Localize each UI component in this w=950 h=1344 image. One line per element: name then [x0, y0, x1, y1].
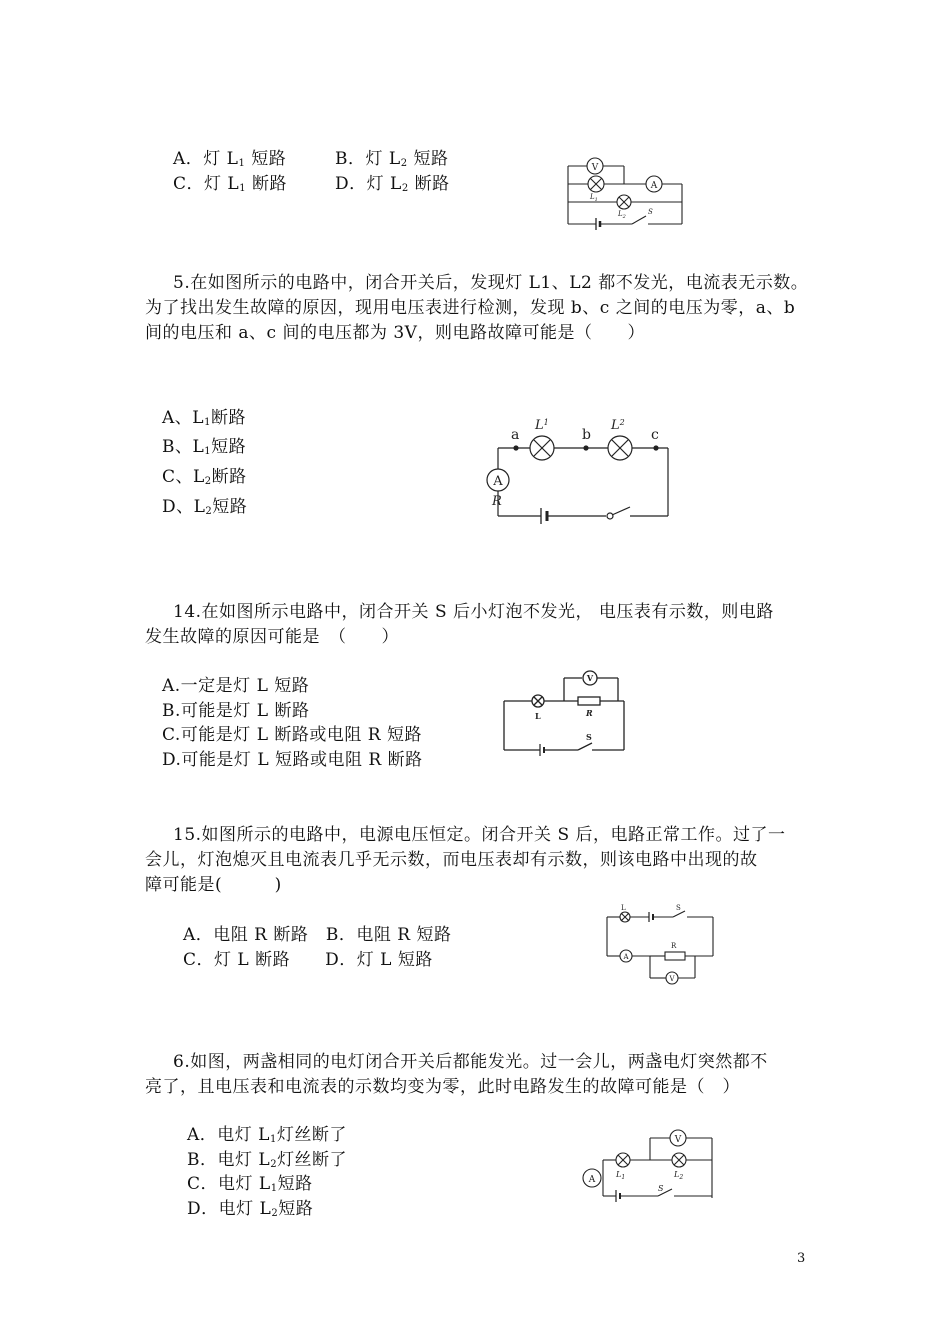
switch-icon [612, 507, 630, 515]
q5-r-label: R [492, 494, 502, 509]
q14-l-label: L [535, 711, 541, 721]
q6-ammeter-label: A [588, 1175, 596, 1185]
q15-stem-line1: 15.如图所示的电路中，电源电压恒定。闭合开关 S 后，电路正常工作。过了一 [173, 825, 786, 845]
q6-option-a: A．电灯 $L_1$灯丝断了 [187, 1125, 347, 1145]
q5-ammeter-label: A [493, 474, 503, 489]
q14-option-a: A.一定是灯 L 短路 [162, 676, 310, 696]
q4-option-d: D．灯 $L_2$ 断路 [335, 174, 450, 194]
q4-option-a: A．灯 $L_1$ 短路 [173, 149, 287, 169]
q5-option-b: B、$L_1$短路 [162, 437, 247, 457]
q6-s-label: S [658, 1184, 664, 1193]
q15-option-ab: A．电阻 R 断路 B．电阻 R 短路 [183, 925, 452, 945]
q4-option-c: C．灯 $L_1$ 断路 [173, 174, 287, 194]
q6-stem-line2: 亮了，且电压表和电流表的示数均变为零，此时电路发生的故障可能是（ ） [145, 1077, 740, 1097]
q5-option-a: A、$L_1$断路 [162, 408, 246, 428]
q4-l1-label: $L_1$ [590, 193, 598, 203]
q5-stem-line3: 间的电压和 a、c 间的电压都为 3V，则电路故障可能是（ ） [145, 323, 645, 343]
q6-stem-line1: 6.如图，两盏相同的电灯闭合开关后都能发光。过一会儿，两盏电灯突然都不 [173, 1052, 768, 1072]
q5-node-a-label: a [511, 427, 520, 443]
q6-circuit-diagram [578, 1128, 716, 1208]
q14-stem-line1: 14.在如图所示电路中，闭合开关 S 后小灯泡不发光， 电压表有示数，则电路 [173, 602, 774, 622]
q14-stem-line2: 发生故障的原因可能是 （ ） [145, 627, 399, 647]
q14-option-d: D.可能是灯 L 短路或电阻 R 断路 [162, 750, 423, 770]
q5-node-b-label: b [582, 427, 591, 443]
q14-circuit-diagram [500, 668, 632, 756]
q6-l2-label: $L_2$ [674, 1170, 684, 1181]
q4-switch-label: S [648, 208, 653, 216]
q14-option-b: B.可能是灯 L 断路 [162, 701, 310, 721]
q5-l1-label: $L^1$ [535, 418, 549, 433]
q5-circuit-diagram [480, 412, 680, 524]
q15-l-label: L [621, 904, 626, 912]
resistor-icon [578, 697, 600, 705]
q15-r-label: R [671, 942, 677, 950]
q5-option-d: D、$L_2$短路 [162, 497, 248, 517]
q6-voltmeter-label: V [674, 1135, 682, 1145]
q15-stem-line2: 会儿，灯泡熄灭且电流表几乎无示数，而电压表却有示数，则该电路中出现的故 [145, 850, 758, 870]
q5-l2-label: $L^2$ [611, 418, 625, 433]
q6-l1-label: $L_1$ [616, 1170, 626, 1181]
q15-voltmeter-label: V [669, 975, 675, 983]
q15-stem-line3: 障可能是( ) [145, 875, 282, 895]
q5-stem-line1: 5.在如图所示的电路中，闭合开关后，发现灯 L1、L2 都不发光，电流表无示数。 [173, 273, 809, 293]
resistor-icon [665, 952, 685, 960]
q4-voltmeter-label: V [591, 163, 599, 173]
q4-circuit-diagram [560, 152, 690, 232]
q5-node-c-label: c [651, 427, 659, 443]
q15-circuit-diagram [605, 900, 717, 990]
switch-icon [632, 216, 646, 224]
q15-ammeter-label: A [623, 953, 629, 961]
q6-option-c: C．电灯 $L_1$短路 [187, 1174, 313, 1194]
q5-stem-line2: 为了找出发生故障的原因，现用电压表进行检测，发现 b、c 之间的电压为零，a、b [145, 298, 796, 318]
q14-option-c: C.可能是灯 L 断路或电阻 R 短路 [162, 725, 423, 745]
q4-ammeter-label: A [650, 181, 658, 191]
q5-option-c: C、$L_2$断路 [162, 467, 247, 487]
q15-option-cd: C．灯 L 断路 D．灯 L 短路 [183, 950, 433, 970]
q14-r-label: R [586, 708, 593, 718]
q4-option-b: B．灯 $L_2$ 短路 [335, 149, 449, 169]
q4-l2-label: $L_2$ [618, 210, 626, 220]
q6-option-d: D．电灯 $L_2$短路 [187, 1199, 314, 1219]
q6-option-b: B．电灯 $L_2$灯丝断了 [187, 1150, 348, 1170]
q14-s-label: S [586, 732, 592, 742]
q14-voltmeter-label: V [586, 673, 594, 683]
q15-s-label: S [676, 904, 681, 912]
page-number: 3 [797, 1251, 806, 1266]
switch-icon [578, 743, 592, 750]
